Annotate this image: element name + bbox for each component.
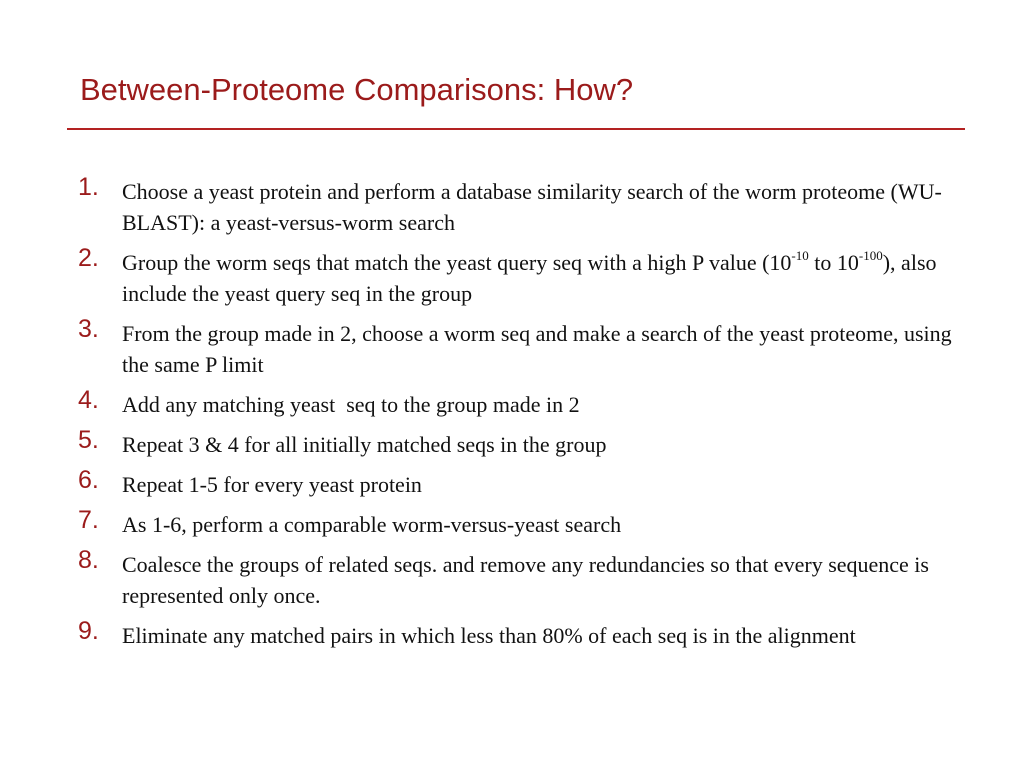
item-text: Add any matching yeast seq to the group made in 2 bbox=[122, 392, 580, 417]
list-item bbox=[78, 425, 968, 460]
superscript: -100 bbox=[858, 248, 883, 263]
item-text-part: ), also include the yeast query seq in the group bbox=[122, 250, 942, 306]
item-number: 9. bbox=[78, 617, 99, 645]
list-item bbox=[78, 243, 968, 309]
item-number: 4. bbox=[78, 386, 99, 414]
list-item bbox=[78, 172, 968, 238]
item-number: 8. bbox=[78, 546, 99, 574]
slide-title: Between-Proteome Comparisons: How? bbox=[80, 72, 634, 107]
list-item bbox=[78, 465, 968, 500]
title-divider bbox=[67, 128, 965, 130]
item-text-part: to 10 bbox=[808, 250, 859, 275]
item-number: 6. bbox=[78, 466, 99, 494]
steps-list bbox=[78, 172, 968, 656]
item-text: Coalesce the groups of related seqs. and remove any redundancies so that every sequence is represented only once. bbox=[122, 552, 929, 608]
item-text: From the group made in 2, choose a worm seq and make a search of the yeast proteome, using the same P limit bbox=[122, 321, 952, 377]
item-text: Repeat 3 & 4 for all initially matched seqs in the group bbox=[122, 432, 607, 457]
item-number: 5. bbox=[78, 426, 99, 454]
item-number: 2. bbox=[78, 244, 99, 272]
item-text: Choose a yeast protein and perform a database similarity search of the worm proteome (WU-BLAST): a yeast-versus-worm search bbox=[122, 179, 942, 235]
superscript: -10 bbox=[791, 248, 809, 263]
list-item bbox=[78, 545, 968, 611]
item-number: 7. bbox=[78, 506, 99, 534]
item-text: Repeat 1-5 for every yeast protein bbox=[122, 472, 422, 497]
item-number: 1. bbox=[78, 173, 99, 201]
item-text: As 1-6, perform a comparable worm-versus-yeast search bbox=[122, 512, 622, 537]
list-item bbox=[78, 505, 968, 540]
list-item bbox=[78, 314, 968, 380]
item-text: Eliminate any matched pairs in which less than 80% of each seq is in the alignment bbox=[122, 623, 856, 648]
item-text-part: Group the worm seqs that match the yeast query seq with a high P value (10 bbox=[122, 250, 792, 275]
item-number: 3. bbox=[78, 315, 99, 343]
item-text bbox=[122, 243, 968, 309]
list-item bbox=[78, 385, 968, 420]
list-item bbox=[78, 616, 968, 651]
